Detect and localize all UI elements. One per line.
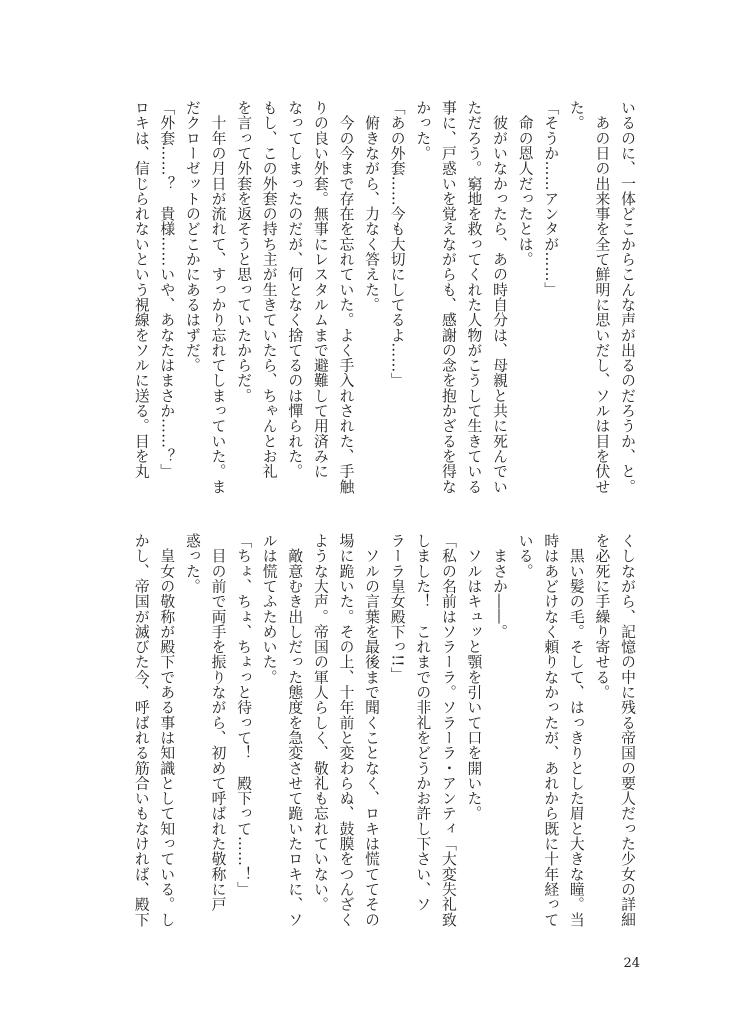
text-line: 惑った。 — [183, 533, 201, 594]
text-line: 俯きながら、力なく答えた。 — [363, 100, 381, 313]
text-line: 命の恩人だったとは。 — [516, 100, 534, 267]
text-line: まさか――。 — [491, 533, 509, 640]
text-line: もし、この外套の持ち主が生きていたら、ちゃんとお礼 — [260, 100, 278, 479]
text-line: ような大声。帝国の軍人らしく、敬礼も忘れていない。 — [311, 533, 329, 912]
text-line: 「あの外套……今も大切にしてるよ……」 — [388, 100, 406, 388]
text-line: ロキは、信じられないという視線をソルに送る。目を丸 — [132, 100, 150, 479]
text-line: 事に、戸惑いを覚えながらも、感謝の念を抱かざるを得な — [439, 100, 457, 494]
text-line: 「ちょ、ちょ、ちょっと待って！ 殿下って……！」 — [235, 533, 253, 897]
text-line: 「外套……？ 貴様……いや、あなたはまさか……？」 — [158, 100, 176, 479]
text-line: ラーラ皇女殿下っ!!」 — [388, 533, 406, 682]
text-line: しました！ これまでの非礼をどうかお許し下さい、ソ — [414, 533, 432, 912]
text-line: 敵意むき出しだった態度を急変させて跪いたロキに、ソ — [286, 533, 304, 927]
text-line: りの良い外套。無事にレスタルムまで避難して用済みに — [311, 100, 329, 479]
text-line: 「そうか……アンタが……」 — [542, 100, 560, 297]
text-line: を言って外套を返そうと思っていたからだ。 — [235, 100, 253, 403]
text-line: だクローゼットのどこかにあるはずだ。 — [183, 100, 201, 373]
text-line: 十年の月日が流れて、すっかり忘れてしまっていた。ま — [209, 100, 227, 494]
text-line: ルは慌てふためいた。 — [260, 533, 278, 685]
text-line: くしながら、記憶の中に残る帝国の要人だった少女の詳細 — [619, 533, 636, 927]
text-line: あの日の出来事を全て鮮明に思いだし、ソルは目を伏せ — [593, 100, 611, 494]
text-line: いるのに、一体どこからこんな声が出るのだろうか、と。 — [619, 100, 636, 494]
text-line: ただろう。窮地を救ってくれた人物がこうして生きている — [465, 100, 483, 494]
text-line: 場に跪いた。その上、十年前と変わらぬ、鼓膜をつんざく — [337, 533, 355, 927]
text-line: 「私の名前はソラーラ。ソラーラ・アンティ「大変失礼致 — [439, 533, 457, 927]
lower-text-block — [132, 533, 640, 943]
text-line: 皇女の敬称が殿下である事は知識として知っている。し — [158, 533, 176, 927]
text-line: 黒い髪の毛。そして、はっきりとした眉と大きな瞳。当 — [567, 533, 585, 927]
text-line: なってしまったのだが、何となく捨てるのは憚られた。 — [286, 100, 304, 479]
text-line: ソルはキュッと顎を引いて口を開いた。 — [465, 533, 483, 821]
text-line: 今の今まで存在を忘れていた。よく手入れされた、手触 — [337, 100, 355, 494]
text-line: いる。 — [516, 533, 534, 579]
text-line: ソルの言葉を最後まで聞くことなく、ロキは慌ててその — [363, 533, 381, 927]
text-line: かった。 — [414, 100, 432, 161]
text-line: 目の前で両手を振りながら、初めて呼ばれた敬称に戸 — [209, 533, 227, 912]
page-number: 24 — [623, 956, 640, 971]
text-line: かし、帝国が滅びた今、呼ばれる筋合いもなければ、殿下 — [132, 533, 150, 927]
text-line: を必死に手繰り寄せる。 — [593, 533, 611, 700]
upper-text-block — [132, 100, 640, 510]
text-line: た。 — [567, 100, 585, 131]
text-line: 時はあどけなく頼りなかったが、あれから既に十年経って — [542, 533, 560, 927]
text-line: 彼がいなかったら、あの時自分は、母親と共に死んでい — [491, 100, 509, 494]
